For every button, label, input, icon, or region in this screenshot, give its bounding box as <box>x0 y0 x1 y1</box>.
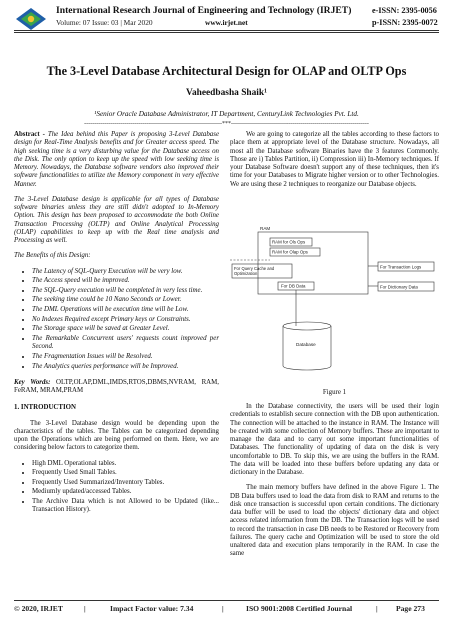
list-item: • Frequently Used Summarized/Inventory Tables. <box>32 479 219 487</box>
left-column <box>14 131 219 516</box>
footer-sep-2: | <box>222 604 224 613</box>
journal-website: www.irjet.net <box>205 18 248 27</box>
footer-sep-1: | <box>84 604 86 613</box>
e-issn: e-ISSN: 2395-0056 <box>372 6 437 15</box>
footer-page-number: Page 273 <box>396 604 425 613</box>
database-top <box>283 322 331 330</box>
abstract-label: Abstract - <box>14 131 45 138</box>
list-item: • The SQL-Query execution will be completed in very less time. <box>32 287 219 295</box>
footer-impact-factor: Impact Factor value: 7.34 <box>110 604 194 613</box>
header-rule-2 <box>14 32 439 33</box>
list-item: • High DML Operational tables. <box>32 460 219 468</box>
memory-buffers-paragraph: The main memory buffers have defined in the above Figure 1. The DB Data buffers used to load the data from disk to RAM and returns to the disk once transaction is successful upon certain conditions. The dictionary data buffer will be used to load the objects' dictionary data and object access related information from the DB. The Transaction logs will be used to record the transaction in case DB needs to be Restored or Recovery from failures. The query cache and Optimization will be used to store the old unaltered data and execution plans temporarily in the RAM. In case the same <box>230 484 439 558</box>
query-cache-line: For Query Cache and <box>234 266 275 271</box>
keywords <box>14 379 219 396</box>
right-column-bottom <box>230 403 439 559</box>
abstract-text: The Idea behind this Paper is proposing 3-Level Database design for Real-Time Analysis benefits and for Greater access speed. The high seeking time is a very disturbing value for the Database access on the Disk. The only option to keep up the speed with low seeking time is Memory. Nowadays, the Database software vendors also improved their software functionalities to utilize the Memory component in very effective Manner. <box>14 131 219 188</box>
connectivity-paragraph: In the Database connectivity, the users will be used their login credentials to establish secure connection with the DB upon authentication. The connection will be attached to the instance in RAM. The Instance will be created with some collection of Memory buffers. These are important to manage the data and to carry out some important functionalities of Databases. The functionality of updating of data on the disk is very uncomfortable to DB. To skip this, we are using the buffers in the RAM. The data will be loaded into these buffers before updating any data or dictionary in the Database. <box>230 403 439 476</box>
list-item: • The Remarkable Concurrent users' requests count improved per Second. <box>32 335 219 352</box>
transaction-logs-label: For Transaction Logs <box>380 264 422 270</box>
db-data-label: For DB Data <box>281 283 306 289</box>
header-rule <box>14 30 439 31</box>
list-item: • The Archive Data which is not Allowed to be Updated (like... Transaction History). <box>32 498 219 515</box>
abstract-para-2: The 3-Level Database design is applicable for all types of Database software binaries unless they are still didn't adopted to In-Memory Option. This design has been proposed to accommodate the both Online Transaction Processing (OLTP) and Online Analytical Processing (OLAP) capabilities to keep up with the Real time analysis and Processing as well. <box>14 195 219 244</box>
ram-olap-label: RAM for Olap Ops <box>272 249 308 255</box>
categorize-paragraph: We are going to categorize all the tables according to these factors to place them at appropriate level of the Database structure. Nowadays, all most all the Database software Binaries have the 3 features Commonly. Those are i) Tables Partition, ii) Compression iii) In-Memory techniques. If your Database Software doesn't support any of these techniques, then it's time for your Databases to Migrate higher version or to other Technologies. We are using these 2 techniques to reorganize our Database objects. <box>230 131 439 188</box>
author-name: Vaheedbasha Shaik¹ <box>186 88 267 98</box>
factors-list <box>14 460 219 515</box>
abstract <box>14 131 219 189</box>
query-cache-line: Optimization <box>234 271 258 276</box>
section-heading-introduction: 1. INTRODUCTION <box>14 404 77 412</box>
figure-caption: Figure 1 <box>322 389 347 396</box>
list-item: • The Fragmentation Issues will be Resolved. <box>32 353 219 361</box>
irjet-logo <box>14 6 48 32</box>
database-body <box>283 326 331 370</box>
footer-rule <box>14 600 439 601</box>
p-issn: p-ISSN: 2395-0072 <box>372 18 438 27</box>
footer-sep-3: | <box>376 604 378 613</box>
paper-title: The 3-Level Database Architectural Design for OLAP and OLTP Ops <box>46 64 407 78</box>
right-column-top <box>230 131 439 189</box>
journal-name: International Research Journal of Engineering and Technology (IRJET) <box>56 5 352 16</box>
keywords-text: OLTP,OLAP,DML,IMDS,RTOS,DBMS,NVRAM, RAM, FeRAM, MRAM,PRAM <box>14 378 219 395</box>
query-cache-label <box>234 266 275 276</box>
ram-label: RAM <box>260 226 271 231</box>
footer-copyright: © 2020, IRJET <box>14 604 63 613</box>
page-footer <box>14 604 439 616</box>
figure-1-diagram <box>230 226 439 386</box>
author-affiliation: ¹Senior Oracle Database Administrator, IT Department, CenturyLink Technologies Pvt. Ltd. <box>94 110 359 118</box>
separator: ---------------------------------------------------------------------***--------------------------------------------------------------------- <box>84 121 369 127</box>
dictionary-data-label: For Dictionary Data <box>380 284 418 290</box>
list-item: • No Indexes Required except Primary keys or Constraints. <box>32 316 219 324</box>
database-label: Database <box>296 342 316 347</box>
list-item: • The Latency of SQL-Query Execution will be very low. <box>32 268 219 276</box>
list-item: • Frequently Used Small Tables. <box>32 469 219 477</box>
benefits-list <box>14 268 219 371</box>
list-item: • Mediumly updated/accessed Tables. <box>32 488 219 496</box>
volume-issue: Volume: 07 Issue: 03 | Mar 2020 <box>56 18 153 27</box>
list-item: • The seeking time could be 10 Nano Seconds or Lower. <box>32 296 219 304</box>
list-item: • The Access speed will be improved. <box>32 277 219 285</box>
footer-iso: ISO 9001:2008 Certified Journal <box>246 604 353 613</box>
keywords-label: Key Words: <box>14 378 51 386</box>
benefits-heading: The Benefits of this Design: <box>14 252 91 260</box>
list-item: • The DML Operations will be execution time will be Low. <box>32 306 219 314</box>
list-item: • The Storage space will be saved at Greater Level. <box>32 325 219 333</box>
ram-olts-label: RAM for Ols Ops <box>272 239 306 245</box>
intro-paragraph: The 3-Level Database design would be depending upon the characteristics of the tables. The Tables can be categorized depending upon the Operations which are being performed on them. Here, we are considering below factors to categorize them. <box>14 419 219 452</box>
list-item: • The Analytics queries performance will be Improved. <box>32 363 219 371</box>
